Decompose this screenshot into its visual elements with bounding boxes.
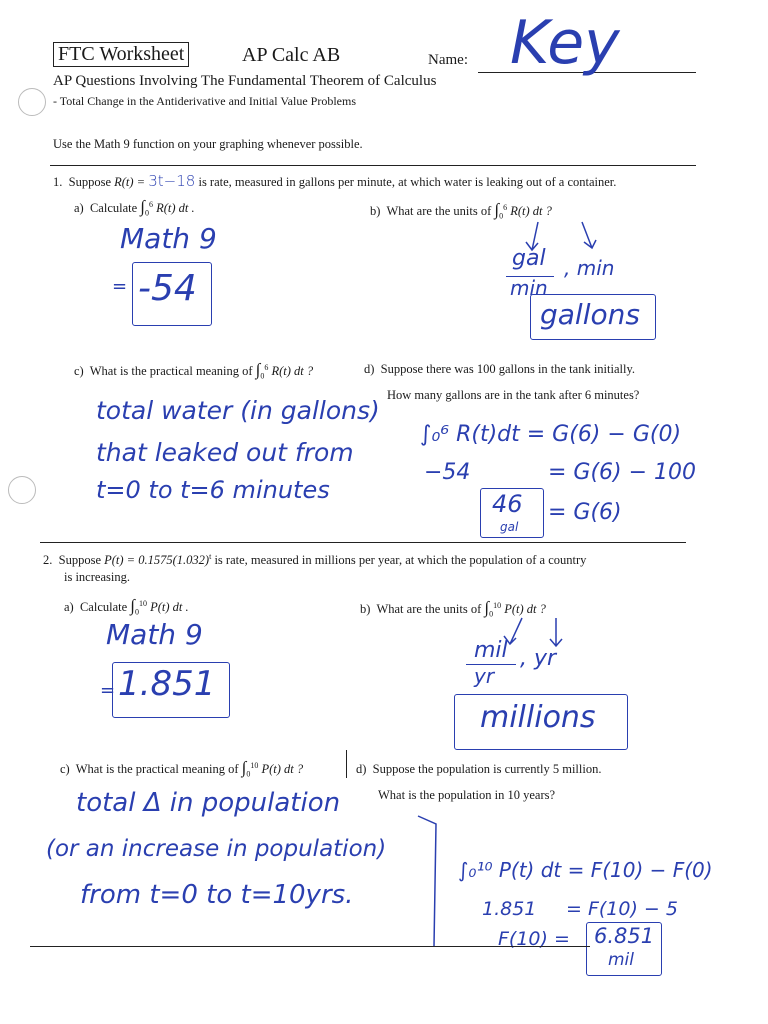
q2d-hw-line2b: = F(10) − 5 [566,898,678,920]
q1d-hw-answer: 46 [492,490,523,518]
punch-hole-top [18,88,46,116]
name-value: Key [510,8,620,78]
q2b-hw-times: , yr [520,646,557,671]
q1c-prompt: c) What is the practical meaning of $\int_0^6$ R(t) dt ? [74,360,314,381]
instruction: Use the Math 9 function on your graphing whenever possible. [53,137,363,151]
q1d-prompt-line1: d) Suppose there was 100 gallons in the tank initially. [364,362,636,376]
q2b-prompt: b) What are the units of $\int_0^{10}$ P(t) dt ? [360,598,546,619]
q1d-hw-line2a: −54 [424,460,471,485]
sub-subtitle: - Total Change in the Antiderivative and Initial Value Problems [53,94,356,108]
q1d-prompt-line2: How many gallons are in the tank after 6 minutes? [387,388,640,402]
name-label: Name: [428,52,468,68]
q2d-hw-line1: ∫₀¹⁰ P(t) dt = F(10) − F(0) [458,858,713,882]
q2a-hw-method: Math 9 [106,618,203,651]
q1c-hw-line3: t=0 to t=6 minutes [96,476,330,504]
q1d-hw-line2b: = G(6) − 100 [548,460,697,485]
q2c-hw-line3: from t=0 to t=10yrs. [80,880,354,910]
q1b-hw-answer: gallons [540,298,640,331]
q1b-hw-den: min [510,276,548,300]
q1c-hw-line2: that leaked out from [96,438,354,467]
q2b-hw-answer: millions [480,700,596,735]
q2a-hw-eq: = [100,680,116,701]
header-divider [50,165,696,166]
q1b-hw-times: , min [564,256,615,280]
q2a-prompt: a) Calculate $\int_0^{10}$ P(t) dt . [64,596,189,617]
q1a-hw-answer: -54 [138,268,197,309]
q2-stem: 2. Suppose $P(t) = 0.1575(1.032)^t$ is rate, measured in millions per year, at which the population of a country [43,552,587,568]
punch-hole-middle [8,476,36,504]
q2-number: 2. [43,553,53,568]
q2-function: P(t) = 0.1575(1.032) [104,553,210,568]
q2d-hw-unit: mil [608,950,635,970]
q1a-hw-eq: = [112,276,128,297]
q2c-bracket [414,810,444,950]
q2-bottom-divider [30,946,590,947]
q1d-hw-rhs: = G(6) [548,500,622,525]
q1a-prompt: a) Calculate $\int_0^6$ R(t) dt . [74,197,195,218]
q1b-prompt: b) What are the units of $\int_0^6$ R(t) dt ? [370,200,552,221]
q2b-hw-num: mil [474,638,508,663]
integral-sign: ∫ [140,197,145,216]
q2d-hw-line3: F(10) = [498,928,570,950]
q2d-hw-line2a: 1.851 [482,898,537,920]
worksheet-title: FTC Worksheet [53,42,189,67]
q2a-hw-answer: 1.851 [118,664,216,704]
q1-function: R(t) = [114,175,146,189]
q2c-hw-line1: total Δ in population [76,788,341,818]
q1a-hw-method: Math 9 [120,222,217,255]
q2c-prompt: c) What is the practical meaning of $\int_0^{10}$ P(t) dt ? [60,758,304,779]
course-title: AP Calc AB [242,44,341,66]
q2c-hw-line2: (or an increase in population) [46,836,387,862]
q2d-hw-answer: 6.851 [594,924,655,948]
q2d-prompt-line2: What is the population in 10 years? [378,788,556,802]
subtitle: AP Questions Involving The Fundamental Theorem of Calculus [53,73,437,89]
q1-divider [40,542,686,543]
q2b-hw-den: yr [474,664,495,688]
q1-hw-function: 3t−18 [148,172,196,190]
q1d-hw-line1: ∫₀⁶ R(t)dt = G(6) − G(0) [420,422,682,447]
q2-stem-line2: is increasing. [64,570,130,584]
q1b-hw-num: gal [512,246,546,271]
q2d-prompt-line1: d) Suppose the population is currently 5 million. [356,762,602,776]
q1c-hw-line1: total water (in gallons) [96,396,380,425]
q2-column-divider [346,750,347,778]
q1d-hw-unit: gal [500,520,519,534]
q1-number: 1. [53,175,63,189]
q1-stem: 1. Suppose R(t) = 3t−18 is rate, measured in gallons per minute, at which water is leaking out of a container. [53,172,617,190]
